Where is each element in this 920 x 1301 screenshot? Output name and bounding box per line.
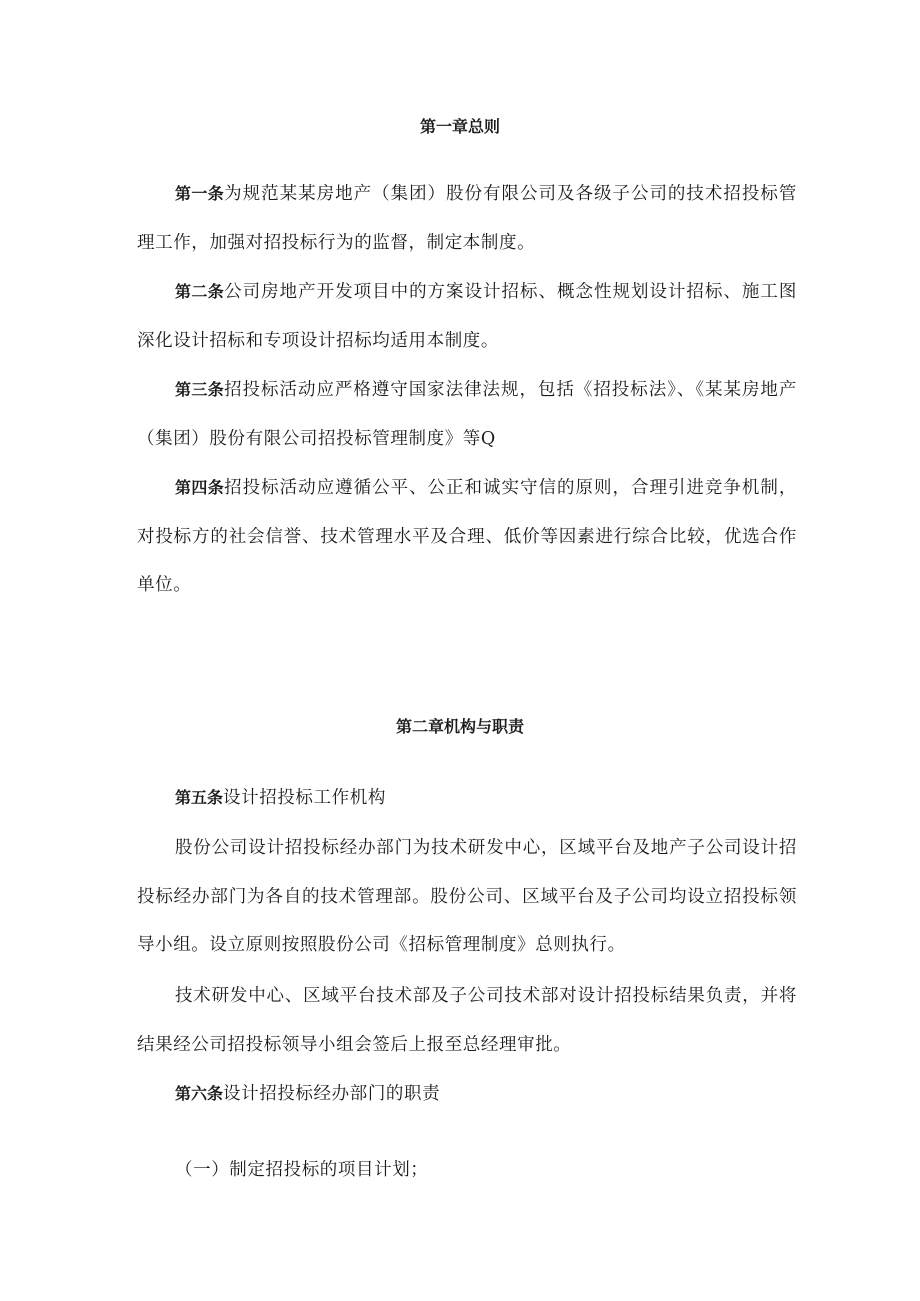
article-3-text: 招投标活动应严格遵守国家法律法规，包括《招投标法》、《某某房地产（集团）股份有限公司招投标管理制度》等Q xyxy=(137,380,797,449)
article-2 xyxy=(137,268,797,365)
article-4-text: 招投标活动应遵循公平、公正和诚实守信的原则，合理引进竞争机制，对投标方的社会信誉、技术管理水平及合理、低价等因素进行综合比较，优选合作单位。 xyxy=(137,478,797,595)
article-6-label: 第六条 xyxy=(175,1084,224,1103)
article-6 xyxy=(137,1070,797,1119)
article-4 xyxy=(137,464,797,610)
chapter-1-title: 第一章总则 xyxy=(419,117,500,136)
article-5-paragraph-2: 技术研发中心、区域平台技术部及子公司技术部对设计招投标结果负责，并将结果经公司招投标领导小组会签后上报至总经理审批。 xyxy=(137,986,797,1055)
article-4-label: 第四条 xyxy=(175,478,225,497)
article-2-label: 第二条 xyxy=(175,282,225,301)
article-1 xyxy=(137,170,797,267)
article-3 xyxy=(137,366,797,463)
chapter-2-title: 第二章机构与职责 xyxy=(395,717,524,736)
article-5-paragraph-1: 股份公司设计招投标经办部门为技术研发中心，区域平台及地产子公司设计招投标经办部门为各自的技术管理部。股份公司、区域平台及子公司均设立招投标领导小组。设立原则按照股份公司《招标管理制度》总则执行。 xyxy=(137,838,797,955)
article-5-label: 第五条 xyxy=(175,788,224,807)
article-1-text: 为规范某某房地产（集团）股份有限公司及各级子公司的技术招投标管理工作，加强对招投标行为的监督，制定本制度。 xyxy=(137,184,797,253)
article-5-text: 设计招投标工作机构 xyxy=(223,788,386,808)
article-6-text: 设计招投标经办部门的职责 xyxy=(223,1084,441,1104)
article-6-item-1: （一）制定招投标的项目计划； xyxy=(175,1160,429,1180)
article-3-label: 第三条 xyxy=(175,380,225,399)
article-1-label: 第一条 xyxy=(175,184,225,203)
article-2-text: 公司房地产开发项目中的方案设计招标、概念性规划设计招标、施工图深化设计招标和专项设计招标均适用本制度。 xyxy=(137,282,797,351)
article-5 xyxy=(137,774,797,823)
